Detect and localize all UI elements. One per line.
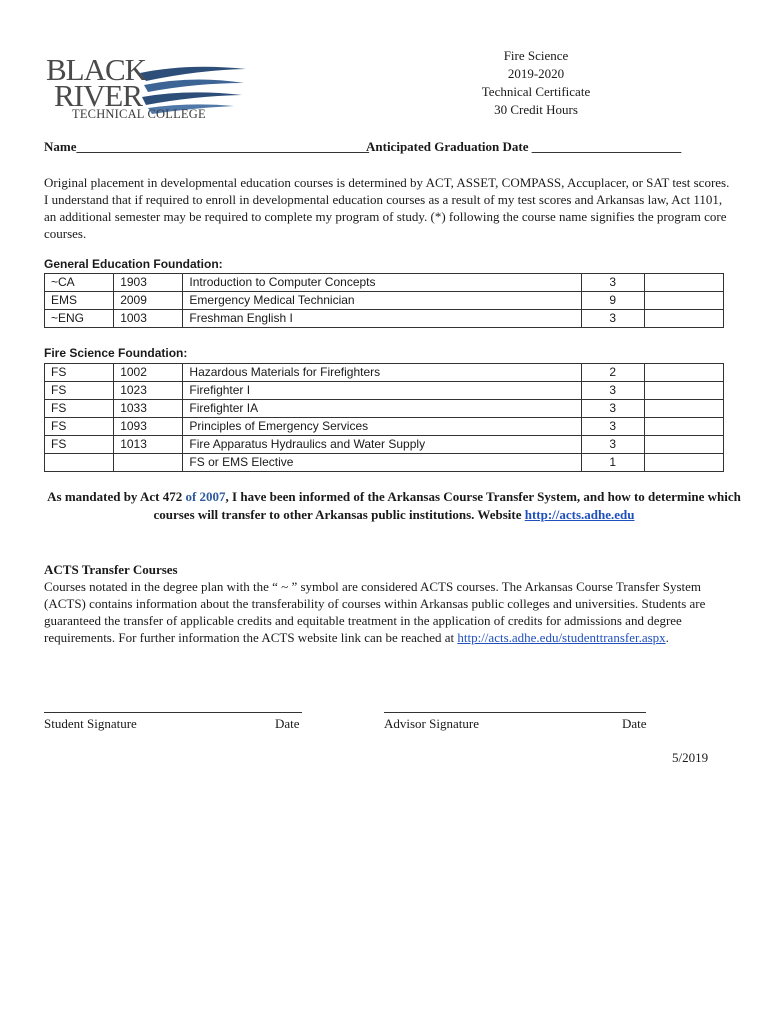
name-line[interactable]: _____________________________________________ xyxy=(76,139,369,154)
student-signature-line[interactable] xyxy=(44,712,302,713)
course-credits: 1 xyxy=(581,454,644,472)
grade-cell[interactable] xyxy=(644,274,723,292)
program-year: 2019-2020 xyxy=(507,66,565,81)
advisor-date-label: Date xyxy=(622,716,647,731)
grade-cell[interactable] xyxy=(644,436,723,454)
grade-cell[interactable] xyxy=(644,418,723,436)
credential-type: Technical Certificate xyxy=(481,84,591,99)
course-number: 2009 xyxy=(114,292,183,310)
acts-body-end: . xyxy=(665,630,669,645)
course-row xyxy=(45,274,724,292)
course-credits: 2 xyxy=(581,364,644,382)
course-number: 1903 xyxy=(114,274,183,292)
advisor-signature-label: Advisor Signature xyxy=(384,716,479,731)
course-title: Introduction to Computer Concepts xyxy=(183,274,581,292)
course-row xyxy=(45,454,724,472)
course-credits: 9 xyxy=(581,292,644,310)
program-header xyxy=(436,47,636,119)
course-row xyxy=(45,292,724,310)
course-row xyxy=(45,364,724,382)
grade-cell[interactable] xyxy=(644,310,723,328)
course-title: Fire Apparatus Hydraulics and Water Supply xyxy=(183,436,581,454)
course-number: 1013 xyxy=(114,436,183,454)
acts-student-transfer-link[interactable]: http://acts.adhe.edu/studenttransfer.aspx xyxy=(457,630,666,645)
course-number xyxy=(114,454,183,472)
acts-website-link[interactable]: http://acts.adhe.edu xyxy=(524,507,635,522)
course-subject: FS xyxy=(45,382,114,400)
acts-section-title: ACTS Transfer Courses xyxy=(44,562,178,577)
course-row xyxy=(45,400,724,418)
course-number: 1093 xyxy=(114,418,183,436)
course-subject: FS xyxy=(45,364,114,382)
course-number: 1003 xyxy=(114,310,183,328)
course-credits: 3 xyxy=(581,400,644,418)
course-subject: FS xyxy=(45,436,114,454)
course-number: 1023 xyxy=(114,382,183,400)
course-credits: 3 xyxy=(581,382,644,400)
course-credits: 3 xyxy=(581,418,644,436)
course-title: FS or EMS Elective xyxy=(183,454,581,472)
course-title: Emergency Medical Technician xyxy=(183,292,581,310)
placement-paragraph: Original placement in developmental education courses is determined by ACT, ASSET, COMPASS, Accuplacer, or SAT test scores. I understand that if required to enroll in developmental education courses as a result of my test scores and Arkansas law, Act 1101, an additional semester may be required to complete my program of study. (*) following the course name signifies the program core courses. xyxy=(44,175,730,241)
grade-cell[interactable] xyxy=(644,364,723,382)
fire-science-table xyxy=(44,363,724,472)
course-subject: EMS xyxy=(45,292,114,310)
course-subject: ~ENG xyxy=(45,310,114,328)
mandate-text-2: , I have been informed of the Arkansas Course Transfer System, and how to determine which courses will transfer to other Arkansas public institutions. Website xyxy=(153,489,741,522)
course-number: 1002 xyxy=(114,364,183,382)
course-row xyxy=(45,382,724,400)
graduation-date-field[interactable] xyxy=(366,139,681,155)
logo-line-black: BLACK xyxy=(46,52,147,87)
course-subject xyxy=(45,454,114,472)
general-education-label: General Education Foundation: xyxy=(44,257,223,271)
course-row xyxy=(45,310,724,328)
grade-cell[interactable] xyxy=(644,454,723,472)
general-education-table xyxy=(44,273,724,328)
mandate-text-1: As mandated by Act 472 xyxy=(47,489,186,504)
graduation-date-line[interactable]: _______________________ xyxy=(531,139,682,154)
course-subject: FS xyxy=(45,418,114,436)
course-subject: FS xyxy=(45,400,114,418)
student-date-label: Date xyxy=(275,716,300,731)
course-title: Hazardous Materials for Firefighters xyxy=(183,364,581,382)
graduation-date-label: Anticipated Graduation Date xyxy=(366,139,529,154)
course-title: Firefighter IA xyxy=(183,400,581,418)
course-title: Freshman English I xyxy=(183,310,581,328)
course-credits: 3 xyxy=(581,274,644,292)
grade-cell[interactable] xyxy=(644,292,723,310)
course-row xyxy=(45,418,724,436)
course-subject: ~CA xyxy=(45,274,114,292)
course-number: 1033 xyxy=(114,400,183,418)
mandate-year: of 2007 xyxy=(185,489,226,504)
logo-line-river: RIVER xyxy=(54,78,142,113)
advisor-signature-line[interactable] xyxy=(384,712,646,713)
acts-paragraph xyxy=(44,578,732,646)
name-field[interactable] xyxy=(44,139,369,155)
acts-body-text: Courses notated in the degree plan with the “ ~ ” symbol are considered ACTS courses. The Arkansas Course Transfer System (ACTS) contains information about the transferability of courses within Arkansas public colleges and universities. Students are guaranteed the transfer of applicable credits and equitable treatment in the application of credits for admissions and degree requirements. For further information the ACTS website link can be reached at xyxy=(44,579,706,645)
college-logo xyxy=(46,52,246,125)
name-label: Name xyxy=(44,139,77,154)
fire-science-label: Fire Science Foundation: xyxy=(44,346,188,360)
act-472-notice xyxy=(44,488,744,524)
course-row xyxy=(45,436,724,454)
course-title: Principles of Emergency Services xyxy=(183,418,581,436)
revision-date: 5/2019 xyxy=(672,750,709,765)
student-signature-label: Student Signature xyxy=(44,716,137,731)
program-name: Fire Science xyxy=(503,48,569,63)
credit-hours: 30 Credit Hours xyxy=(494,102,578,117)
grade-cell[interactable] xyxy=(644,382,723,400)
course-credits: 3 xyxy=(581,436,644,454)
grade-cell[interactable] xyxy=(644,400,723,418)
course-credits: 3 xyxy=(581,310,644,328)
logo-line-technical-college: TECHNICAL COLLEGE xyxy=(72,107,206,121)
course-title: Firefighter I xyxy=(183,382,581,400)
